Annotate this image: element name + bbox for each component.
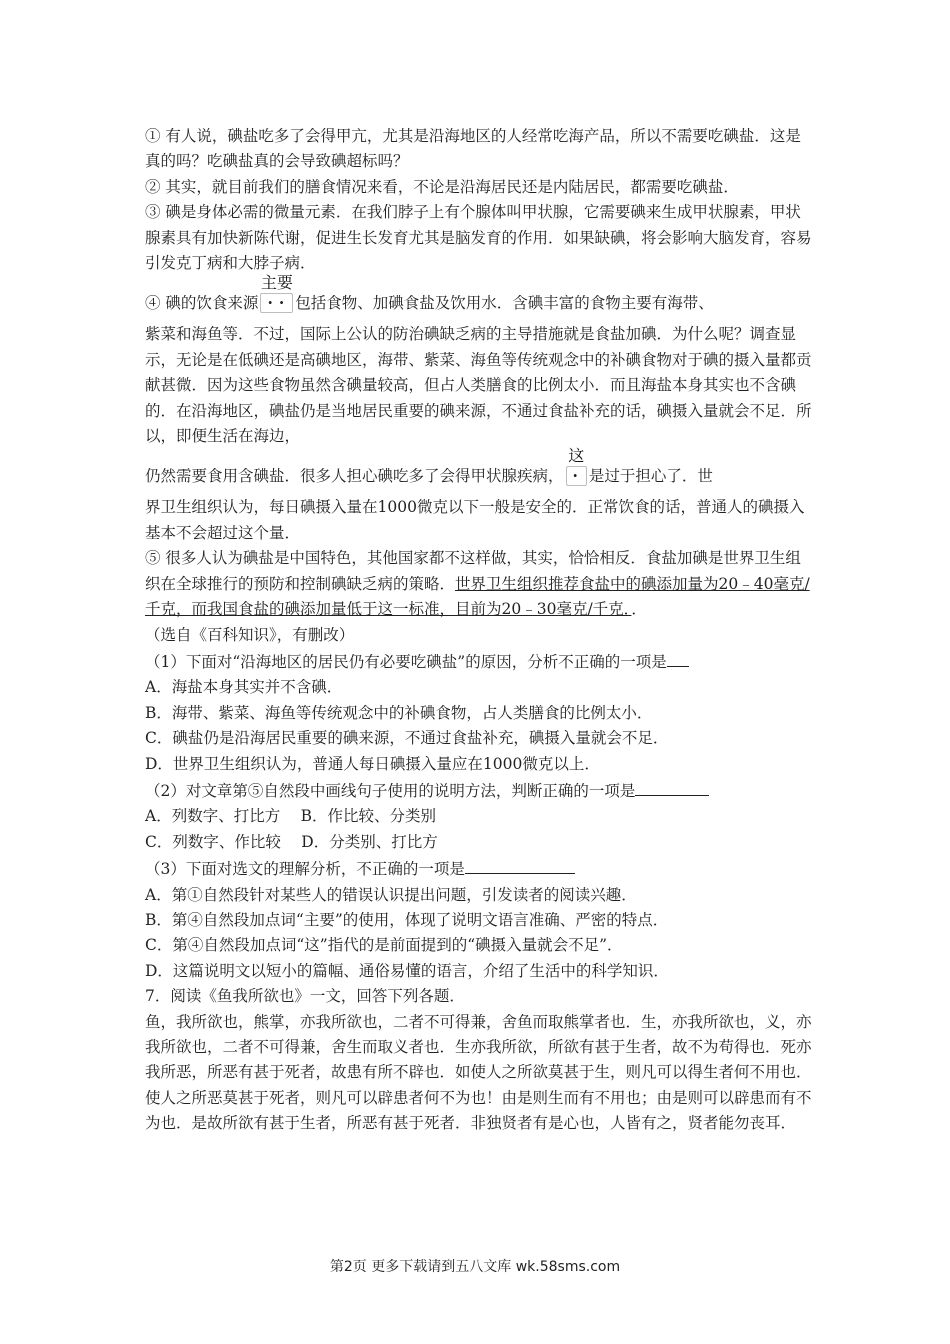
q3-option-a: A．第①自然段针对某些人的错误认识提出问题，引发读者的阅读兴趣． [145,885,637,904]
question-2-text: （2）对文章第⑤自然段中画线句子使用的说明方法，判断正确的一项是 [145,781,636,800]
paragraph-4-body: 紫菜和海鱼等．不过，国际上公认的防治碘缺乏病的主导措施就是食盐加碘．为什么呢？调查显示，无论是在低碘还是高碘地区，海带、紫菜、海鱼等传统观念中的补碘食物对于碘的摄入量都贡献甚微．因为这些食物虽然含碘量较高，但占人类膳食的比例太小．而且海盐本身其实也不含碘的．在沿海地区，碘盐仍是当地居民重要的碘来源，不通过食盐补充的话，碘摄入量就会不足．所以，即便生活在海边， [145,325,812,446]
paragraph-4-after: 是过于担心了．世 [588,467,713,486]
emphasized-word-zhe [566,446,587,486]
document-body [145,124,813,1137]
emphasized-word-text: 这 [568,446,585,466]
question-3-text: （3）下面对选文的理解分析，不正确的一项是 [145,860,465,879]
paragraph-3: ③ 碘是身体必需的微量元素．在我们脖子上有个腺体叫甲状腺，它需要碘来生成甲状腺素，甲状腺素具有加快新陈代谢，促进生长发育尤其是脑发育的作用．如果缺碘，将会影响大脑发育，容易引发克丁病和大脖子病． [145,203,812,273]
paragraph-5 [145,546,813,622]
paragraph-1: ① 有人说，碘盐吃多了会得甲亢，尤其是沿海地区的人经常吃海产品，所以不需要吃碘盐．这是真的吗？吃碘盐真的会导致碘超标吗？ [145,127,801,171]
q1-option-a: A．海盐本身其实并不含碘． [145,678,343,697]
underlined-sentence: 世界卫生组织推荐食盐中的碘添加量为20﹣40毫克/千克，而我国食盐的碘添加量低于这一标准，目前为20﹣30毫克/千克． [145,574,810,619]
question-2 [145,777,813,804]
source-note: （选自《百科知识》，有删改） [145,625,355,644]
paragraph-4-line-1 [145,273,813,320]
paragraph-4-lead: ④ 碘的饮食来源 [145,294,259,313]
paragraph-4-line-2 [145,446,813,493]
paragraph-4-mid: 仍然需要食用含碘盐．很多人担心碘吃多了会得甲状腺疾病， [145,467,564,486]
q1-option-c: C．碘盐仍是沿海居民重要的碘来源，不通过食盐补充，碘摄入量就会不足． [145,729,669,748]
question-1 [145,648,813,675]
emphasis-dot-icon: · [572,466,584,486]
q3-option-d: D．这篇说明文以短小的篇幅、通俗易懂的语言，介绍了生活中的科学知识． [145,961,669,980]
answer-blank-3 [465,855,575,874]
question-1-text: （1）下面对“沿海地区的居民仍有必要吃碘盐”的原因，分析不正确的一项是 [145,652,667,671]
emphasized-word-text: 主要 [260,273,293,293]
q2-options-row-2: C．列数字、作比较 D．分类别、打比方 [145,832,438,851]
emphasized-word-zhuyao [260,273,293,313]
q1-option-d: D．世界卫生组织认为，普通人每日碘摄入量应在1000微克以上． [145,754,600,773]
question-3 [145,855,813,882]
section-7-text: 鱼，我所欲也，熊掌，亦我所欲也，二者不可得兼，舍鱼而取熊掌者也．生，亦我所欲也，义，亦我所欲也，二者不可得兼，舍生而取义者也．生亦我所欲，所欲有甚于生者，故不为苟得也．死亦我所恶，所恶有甚于死者，故患有所不辟也．如使人之所欲莫甚于生，则凡可以得生者何不用也．使人之所恶莫甚于死者，则凡可以辟患者何不为也！由是则生而有不用也；由是则可以辟患而有不为也．是故所欲有甚于生者，所恶有甚于死者．非独贤者有是心也，人皆有之，贤者能勿丧耳． [145,1012,812,1133]
paragraph-5-end: ． [631,600,647,619]
answer-blank-2 [635,777,709,796]
paragraph-5-text: ⑤ 很多人认为碘盐是中国特色，其他国家都不这样做，其实，恰恰相反．食盐加碘是世界卫生组织在全球推行的预防和控制碘缺乏病的策略． [145,549,801,593]
section-7-heading: 7．阅读《鱼我所欲也》一文，回答下列各题． [145,987,465,1006]
paragraph-4-continue: 包括食物、加碘食盐及饮用水．含碘丰富的食物主要有海带、 [295,294,714,313]
q1-option-b: B．海带、紫菜、海鱼等传统观念中的补碘食物，占人类膳食的比例太小． [145,703,653,722]
emphasis-dots-icon: ·· [267,293,291,313]
page-footer: 第2页 更多下载请到五八文库 wk.58sms.com [329,1259,621,1275]
q2-options-row-1: A．列数字、打比方 B．作比较、分类别 [145,807,437,826]
q3-option-c: C．第④自然段加点词“这”指代的是前面提到的“碘摄入量就会不足”． [145,936,623,955]
answer-blank-1 [667,648,689,667]
paragraph-4-end: 界卫生组织认为，每日碘摄入量在1000微克以下一般是安全的．正常饮食的话，普通人的碘摄入基本不会超过这个量． [145,498,805,542]
q3-option-b: B．第④自然段加点词“主要”的使用，体现了说明文语言准确、严密的特点． [145,910,669,929]
paragraph-2: ② 其实，就目前我们的膳食情况来看，不论是沿海居民还是内陆居民，都需要吃碘盐． [145,177,739,196]
